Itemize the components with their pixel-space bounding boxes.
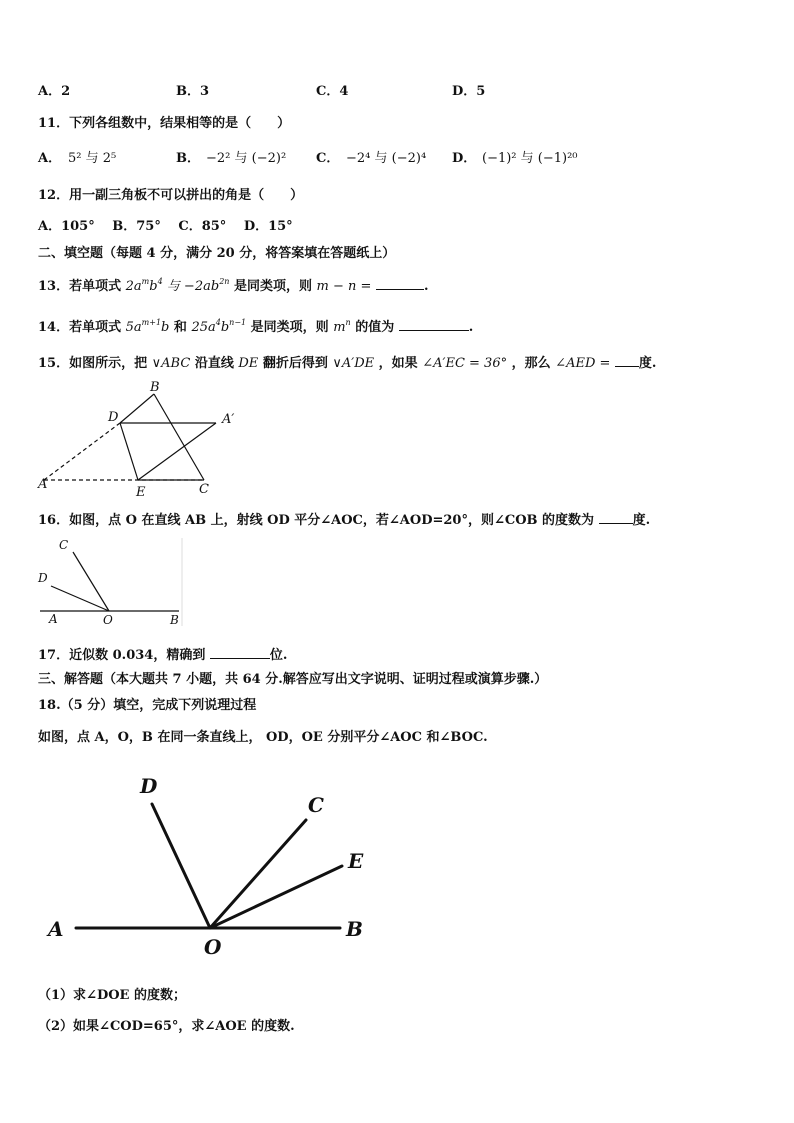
q15-triangle-2: ∨A′DE [332, 356, 375, 371]
q18-stem: 18.（5 分）填空，完成下列说理过程 [38, 698, 257, 713]
fig16-label-a: A [49, 612, 58, 626]
fig15-label-a-prime: A′ [222, 412, 235, 427]
section-2-heading: 二、填空题（每题 4 分，满分 20 分，将答案填在答题纸上） [38, 246, 396, 261]
q17 [38, 645, 287, 665]
q14-tail: 的值为 [355, 320, 395, 335]
fig15-a1e [138, 423, 216, 480]
q14-mid: 是同类项，则 [250, 320, 329, 335]
q13-end: . [423, 279, 429, 294]
q11-option-b-label: B． [176, 151, 200, 166]
q13-ask: m − n = [316, 279, 372, 294]
q14-ask: $m^n$ [333, 318, 351, 335]
q14-expr-2: $25a^4b^{n-1}$ [191, 318, 247, 335]
fig18-label-e: E [348, 849, 364, 873]
q18-part-2: （2）如果∠COD=65°，求∠AOE 的度数. [38, 1019, 295, 1034]
q17-text: 17．近似数 0.034，精确到 [38, 648, 206, 663]
q15-text-e: ，那么 [511, 356, 551, 371]
q11-option-c-label: C． [316, 151, 340, 166]
q15-ask: ∠AED = [555, 356, 611, 371]
q14-prefix: 14．若单项式 [38, 320, 122, 335]
q18-figure [40, 768, 380, 968]
q15 [38, 353, 656, 373]
fig16-label-o: O [103, 613, 113, 627]
q11-option-a: 5² 与 2⁵ [68, 151, 117, 166]
q15-text-a: 15．如图所示，把 [38, 356, 148, 371]
q10-option-c: C．4 [316, 84, 349, 99]
q15-text-c: 翻折后得到 [262, 356, 328, 371]
fig15-label-c: C [199, 482, 209, 497]
q15-figure [30, 378, 270, 498]
q14-answer-blank[interactable] [399, 317, 469, 331]
fig18-label-o: O [204, 935, 222, 959]
fig18-label-d: D [140, 774, 158, 798]
q11-option-b: −2² 与 (−2)² [206, 151, 287, 166]
q13-prefix: 13．若单项式 [38, 279, 122, 294]
fig16-label-c: C [59, 538, 69, 552]
q14-expr-1: $5a^{m+1}b$ [125, 318, 170, 335]
q15-text-b: 沿直线 [194, 356, 234, 371]
q17-end: 位. [269, 648, 288, 663]
q16-end: 度. [632, 513, 651, 528]
q11-option-a-label: A． [38, 151, 62, 166]
fig18-label-c: C [308, 793, 324, 817]
q10-option-d: D．5 [452, 84, 486, 99]
fig18-ray-oe [210, 866, 342, 928]
fig18-ray-oc [210, 820, 306, 928]
fig16-ray-od [51, 586, 109, 611]
q16-answer-blank[interactable] [599, 510, 633, 524]
q15-triangle: ∨ABC [151, 356, 191, 371]
fig15-label-b: B [150, 380, 160, 395]
q16-figure [35, 534, 185, 629]
fig15-db [120, 394, 154, 423]
q15-condition: ∠A′EC = 36° [422, 356, 508, 371]
q13-expression: $2a^mb^4$ 与 $-2ab^{2n}$ [125, 277, 230, 294]
q12-stem: 12．用一副三角板不可以拼出的角是（ ） [38, 188, 304, 203]
q15-line-de: DE [238, 356, 259, 371]
q10-option-a: A．2 [38, 84, 71, 99]
q13-mid: 是同类项，则 [233, 279, 312, 294]
fig15-label-a: A [38, 477, 48, 492]
q15-end: 度. [638, 356, 657, 371]
q18-description: 如图，点 A，O，B 在同一条直线上， OD，OE 分别平分∠AOC 和∠BOC. [38, 730, 488, 745]
q12-options: A．105° B．75° C．85° D．15° [38, 219, 293, 234]
q11-option-c: −2⁴ 与 (−2)⁴ [346, 151, 427, 166]
q16 [38, 510, 650, 530]
fig18-label-b: B [346, 917, 363, 941]
q11-stem: 11．下列各组数中，结果相等的是（ ） [38, 116, 291, 131]
q16-text: 16．如图，点 O 在直线 AB 上，射线 OD 平分∠AOC，若∠AOD=20°，则∠COB 的度数为 [38, 513, 595, 528]
fig15-de [120, 423, 138, 480]
fig16-label-b: B [170, 613, 179, 627]
q13 [38, 276, 428, 296]
fig16-ray-oc [73, 552, 109, 611]
q18-part-1: （1）求∠DOE 的度数； [38, 988, 186, 1003]
fig15-label-e: E [136, 485, 146, 500]
fig16-label-d: D [38, 571, 48, 585]
q11-option-d: (−1)² 与 (−1)²⁰ [482, 151, 578, 166]
q14: 14．若单项式 $5a^{m+1}b$ 和 $25a^4b^{n-1}$ 是同类项，则 $m^n$ 的值为 . [38, 318, 474, 335]
q17-answer-blank[interactable] [210, 645, 270, 659]
fig18-label-a: A [48, 917, 64, 941]
q10-option-b: B．3 [176, 84, 210, 99]
fig15-dashed-ad [44, 423, 120, 480]
q15-text-d: ，如果 [378, 356, 418, 371]
section-3-heading: 三、解答题（本大题共 7 小题，共 64 分.解答应写出文字说明、证明过程或演算步骤.） [38, 672, 548, 687]
q15-answer-blank[interactable] [615, 353, 639, 367]
fig15-label-d: D [108, 410, 119, 425]
q13-answer-blank[interactable] [376, 276, 424, 290]
fig18-ray-od [152, 804, 210, 928]
q14-end: . [468, 320, 474, 335]
q11-option-d-label: D． [452, 151, 477, 166]
